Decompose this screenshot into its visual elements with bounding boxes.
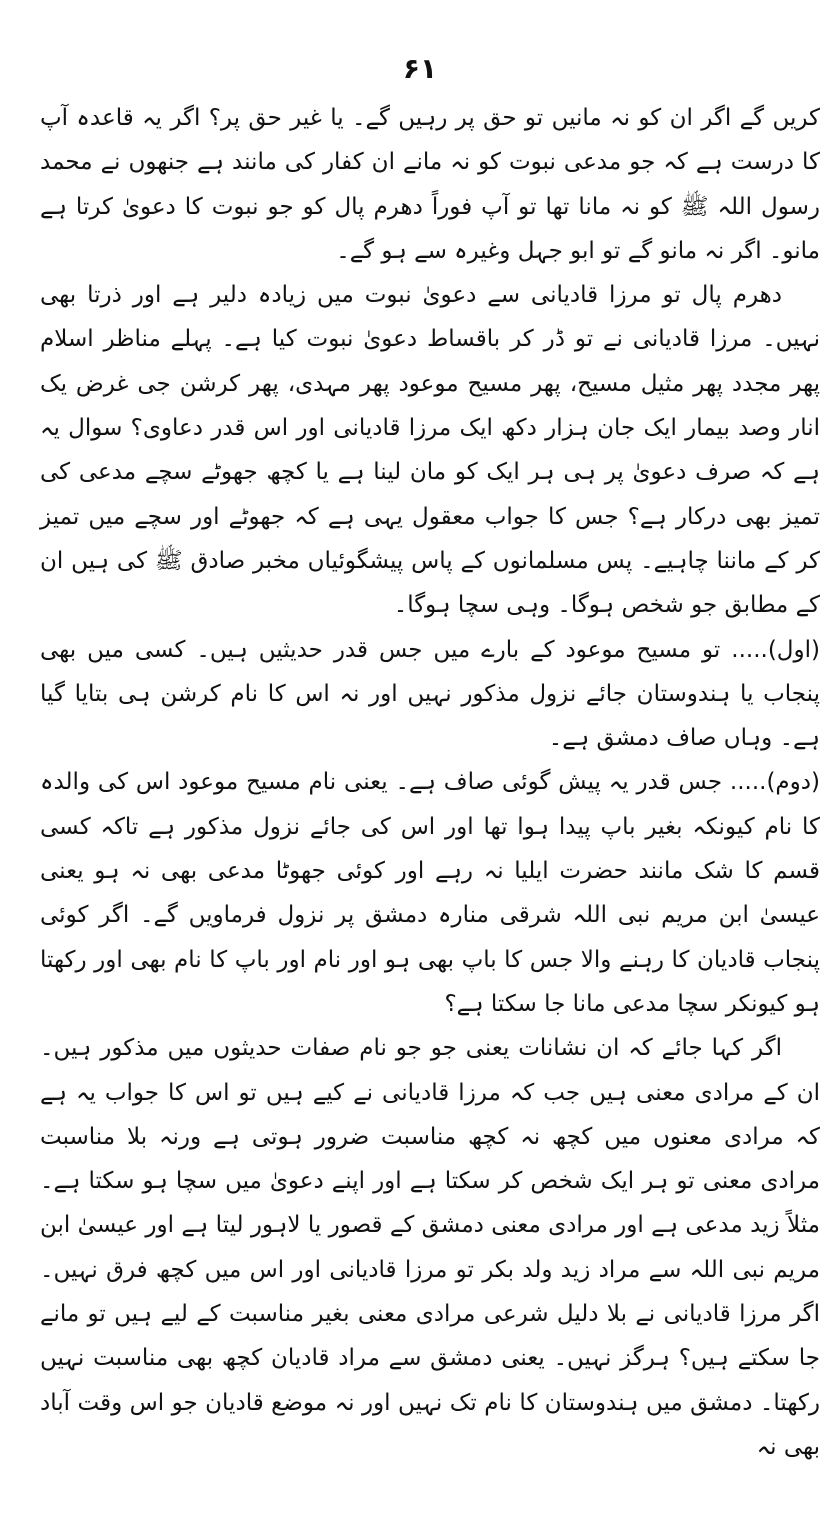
paragraph-2: دھرم پال تو مرزا قادیانی سے دعویٰ نبوت میں زیادہ دلیر ہے اور ذرتا بھی نہیں۔ مرزا قادیانی نے تو ڈر کر باقساط دعویٰ نبوت کیا ہے۔ پہلے مناظر اسلام پھر مجدد پھر مثیل مسیح، پھر مسیح موعود پھر مہدی، پھر کرشن جی غرض یک انار وصد بیمار ایک جان ہزار دکھ ایک مرزا قادیانی اور اس قدر دعاوی؟ سوال یہ ہے کہ صرف دعویٰ پر ہی ہر ایک کو مان لینا ہے یا کچھ جھوٹے سچے مدعی کی تمیز بھی درکار ہے؟ جس کا جواب معقول یہی ہے کہ جھوٹے اور سچے میں تمیز کر کے ماننا چاہیے۔ پس مسلمانوں کے پاس پیشگوئیاں مخبر صادق ﷺ کی ہیں ان کے مطابق جو شخص ہوگا۔ وہی سچا ہوگا۔ bbox=[40, 282, 820, 619]
page-body bbox=[40, 96, 820, 1469]
page-number: ۶۱ bbox=[402, 52, 438, 85]
paragraph-5: اگر کہا جائے کہ ان نشانات یعنی جو جو نام صفات حدیثوں میں مذکور ہیں۔ ان کے مرادی معنی ہیں جب کہ مرزا قادیانی نے کیے ہیں تو اس کا جواب یہ ہے کہ مرادی معنوں میں کچھ نہ کچھ مناسبت ضرور ہوتی ہے ورنہ بلا مناسبت مرادی معنی تو ہر ایک شخص کر سکتا ہے اور اپنے دعویٰ میں سچا ہو سکتا ہے۔ مثلاً زید مدعی ہے اور مرادی معنی دمشق کے قصور یا لاہور لیتا ہے اور عیسیٰ ابن مریم نبی اللہ سے مراد زید ولد بکر تو مرزا قادیانی اور اس میں کچھ فرق نہیں۔ اگر مرزا قادیانی نے بلا دلیل شرعی مرادی معنی بغیر مناسبت کے لیے ہیں تو مانے جا سکتے ہیں؟ ہرگز نہیں۔ یعنی دمشق سے مراد قادیان کچھ بھی مناسبت نہیں رکھتا۔ دمشق میں ہندوستان کا نام تک نہیں اور نہ موضع قادیان جو اس وقت آباد بھی نہ bbox=[40, 1035, 820, 1460]
paragraph-4: (دوم)..... جس قدر یہ پیش گوئی صاف ہے۔ یعنی نام مسیح موعود اس کی والدہ کا نام کیونکہ بغیر باپ پیدا ہوا تھا اور اس کی جائے نزول مذکور ہے تاکہ کسی قسم کا شک مانند حضرت ایلیا نہ رہے اور کوئی جھوٹا مدعی بھی نہ ہو یعنی عیسیٰ ابن مریم نبی اللہ شرقی منارہ دمشق پر نزول فرماویں گے۔ اگر کوئی پنجاب قادیان کا رہنے والا جس کا باپ بھی ہو اور نام اور باپ کا نام بھی اور رکھتا ہو کیونکر سچا مدعی مانا جا سکتا ہے؟ bbox=[40, 769, 820, 1017]
paragraph-1: کریں گے اگر ان کو نہ مانیں تو حق پر رہیں گے۔ یا غیر حق پر؟ اگر یہ قاعدہ آپ کا درست ہے کہ جو مدعی نبوت کو نہ مانے ان کفار کی مانند ہے جنھوں نے محمد رسول اللہ ﷺ کو نہ مانا تھا تو آپ فوراً دھرم پال کو جو نبوت کا دعویٰ کرتا ہے مانو۔ اگر نہ مانو گے تو ابو جہل وغیرہ سے ہو گے۔ bbox=[40, 105, 820, 264]
paragraph-3: (اول)..... تو مسیح موعود کے بارے میں جس قدر حدیثیں ہیں۔ کسی میں بھی پنجاب یا ہندوستان جائے نزول مذکور نہیں اور نہ اس کا نام کرشن ہی بتایا گیا ہے۔ وہاں صاف دمشق ہے۔ bbox=[40, 636, 820, 752]
